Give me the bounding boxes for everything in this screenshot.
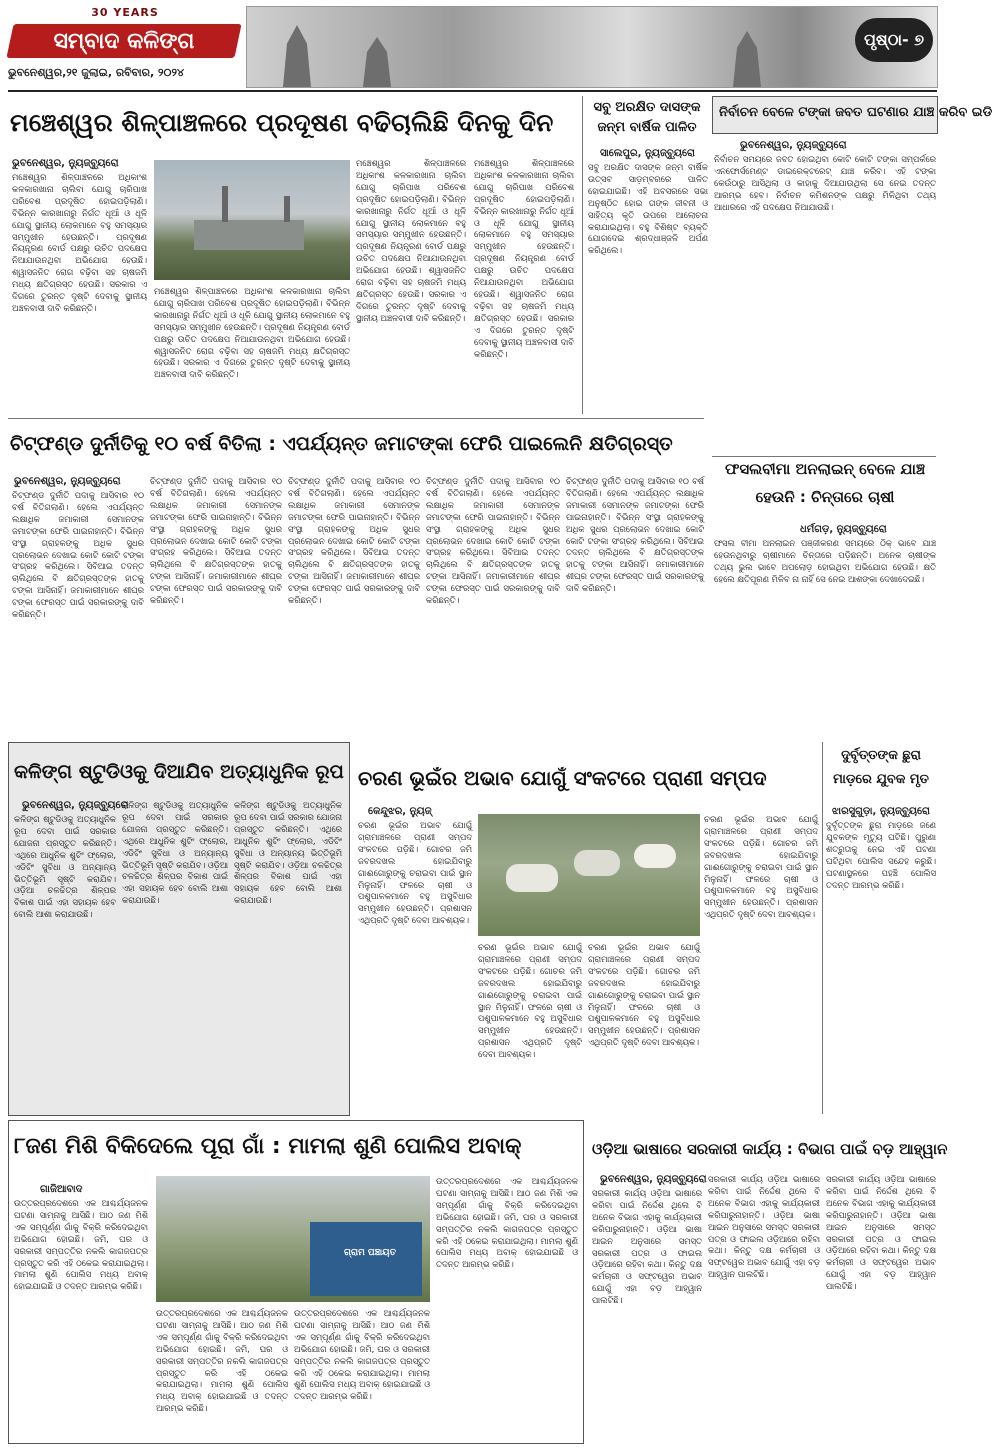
- odia-headline: ଓଡ଼ିଆ ଭାଷାରେ ସରକାରୀ କାର୍ଯ୍ୟ : ବିଭାଗ ପାଇଁ ବଡ଼ ଆହ୍ୱାନ: [592, 1140, 948, 1158]
- accident-column: ଦୁର୍ବୃତ୍ତଙ୍କ ଛୁରା ମାଡ଼ରେ ଜଣେ ଯୁବକଙ୍କ ମୃତ୍ୟୁ ଘଟିଛି। ପୁରୁଣା ଶତ୍ରୁତାକୁ ନେଇ ଏହି ଘଟଣା ଘଟିଥିବା ପୋଲିସ ସନ୍ଦେହ କରୁଛି। ଘଟଣାସ୍ଥଳରେ ପହଞ୍ଚି ପୋଲିସ ତଦନ୍ତ ଆରମ୍ଭ କରିଛି।: [826, 820, 936, 890]
- grazing-headline: ଚରଣ ଭୂଇଁର ଅଭାବ ଯୋଗୁଁ ସଂକଟରେ ପ୍ରାଣୀ ସମ୍ପଦ: [358, 766, 767, 790]
- kalinga-column-2: କଳିଙ୍ଗ ଷ୍ଟୁଡିଓକୁ ଅତ୍ୟାଧୁନିକ ରୂପ ଦେବା ପାଇଁ ସରକାର ଯୋଜନା ପ୍ରସ୍ତୁତ କରିଛନ୍ତି। ଏଥିରେ ଆଧୁନିକ ଶୁଟିଂ ଫ୍ଲୋର, ଏଡିଟିଂ ସୁବିଧା ଓ ଅନ୍ୟାନ୍ୟ ଭିତ୍ତିଭୂମି ସୃଷ୍ଟି କରାଯିବ। ଓଡ଼ିଆ ଚଳଚ୍ଚିତ୍ର ଶିଳ୍ପର ବିକାଶ ପାଇଁ ଏହା ସହାୟକ ହେବ ବୋଲି ଆଶା କରାଯାଉଛି।: [122, 800, 228, 906]
- insurance-headline-line2: ହେଉନି : ଚିନ୍ତାରେ ଚାଷୀ: [755, 488, 895, 506]
- section-divider: [8, 418, 704, 419]
- kalinga-byline: ଭୁବନେଶ୍ୱର, ନ୍ୟୁଜ୍‌ବ୍ୟୁରୋ: [22, 800, 129, 811]
- village-photo: [156, 1176, 430, 1302]
- pollution-byline: ଭୁବନେଶ୍ୱର, ନ୍ୟୁଜ୍‌ବ୍ୟୁରୋ: [12, 158, 119, 169]
- kalinga-column-1: କଳିଙ୍ଗ ଷ୍ଟୁଡିଓକୁ ଅତ୍ୟାଧୁନିକ ରୂପ ଦେବା ପାଇଁ ସରକାର ଯୋଜନା ପ୍ରସ୍ତୁତ କରିଛନ୍ତି। ଏଥିରେ ଆଧୁନିକ ଶୁଟିଂ ଫ୍ଲୋର, ଏଡିଟିଂ ସୁବିଧା ଓ ଅନ୍ୟାନ୍ୟ ଭିତ୍ତିଭୂମି ସୃଷ୍ଟି କରାଯିବ। ଓଡ଼ିଆ ଚଳଚ୍ଚିତ୍ର ଶିଳ୍ପର ବିକାଶ ପାଇଁ ଏହା ସହାୟକ ହେବ ବୋଲି ଆଶା କରାଯାଉଛି।: [14, 814, 116, 920]
- temple-icon: [727, 31, 767, 87]
- odia-byline: ଭୁବନେଶ୍ୱର, ନ୍ୟୁଜ୍‌ବ୍ୟୁରୋ: [600, 1174, 707, 1185]
- factory-photo: [154, 160, 350, 280]
- pollution-headline: ମଞ୍ଚେଶ୍ୱର ଶିଳ୍ପାଞ୍ଚଳରେ ପ୍ରଦୂଷଣ ବଢିଚାଲିଛି ଦିନକୁ ଦିନ: [10, 108, 554, 137]
- accident-headline-line1: ଦୁର୍ବୃତ୍ତଙ୍କ ଛୁରା: [841, 748, 921, 763]
- pollution-column-3: ମଞ୍ଚେଶ୍ୱର ଶିଳ୍ପାଞ୍ଚଳରେ ଅଧିକାଂଶ କଳକାରଖାନା ଚାଲିବା ଯୋଗୁ ଚାରିପାଖ ପରିବେଶ ପ୍ରଦୂଷିତ ହୋଇପଡ଼ିଲାଣି। ବିଭିନ୍ନ କାରଖାନାରୁ ନିର୍ଗତ ଧୂଆଁ ଓ ଧୂଳି ଯୋଗୁ ସ୍ଥାନୀୟ ଲୋକମାନେ ବହୁ ସମସ୍ୟାର ସମ୍ମୁଖୀନ ହେଉଛନ୍ତି। ପ୍ରଦୂଷଣ ନିୟନ୍ତ୍ରଣ ବୋର୍ଡ ପକ୍ଷରୁ ଉଚିତ ପଦକ୍ଷେପ ନିଆଯାଉନଥିବା ଅଭିଯୋଗ ହେଉଛି। ଶ୍ୱାସଜନିତ ରୋଗ ବଢ଼ିବା ସହ ଚାଷଜମି ମଧ୍ୟ କ୍ଷତିଗ୍ରସ୍ତ ହେଉଛି। ସରକାର ଏ ଦିଗରେ ତୁରନ୍ତ ଦୃଷ୍ଟି ଦେବାକୁ ସ୍ଥାନୀୟ ଅଞ୍ଚଳବାସୀ ଦାବି କରିଛନ୍ତି।: [356, 158, 466, 323]
- accident-headline-line2: ମାଡ଼ରେ ଯୁବକ ମୃତ: [833, 772, 929, 787]
- village-column-2: ଉତ୍ତରପ୍ରଦେଶରେ ଏକ ଆଶ୍ଚର୍ଯ୍ୟଜନକ ଘଟଣା ସାମ୍ନାକୁ ଆସିଛି। ଆଠ ଜଣ ମିଶି ଏକ ସମ୍ପୂର୍ଣ୍ଣ ଗାଁକୁ ବିକ୍ରି କରିଦେଇଥିବା ଅଭିଯୋଗ ହୋଇଛି। ଜମି, ଘର ଓ ସରକାରୀ ସମ୍ପତ୍ତିର ନକଲି କାଗଜପତ୍ର ପ୍ରସ୍ତୁତ କରି ଏହି ଠକେଇ କରାଯାଇଥିଲା। ମାମଲା ଶୁଣି ପୋଲିସ ମଧ୍ୟ ଅବାକ୍ ହୋଇଯାଇଛି ଓ ତଦନ୍ତ ଆରମ୍ଭ କରିଛି।: [156, 1308, 288, 1414]
- grazing-column-1: ଚରଣ ଭୂଇଁର ଅଭାବ ଯୋଗୁଁ ଗ୍ରାମାଞ୍ଚଳରେ ପ୍ରାଣୀ ସମ୍ପଦ ସଂକଟରେ ପଡ଼ିଛି। ଗୋଚର ଜମି ଜବରଦଖଲ ହୋଇଯିବାରୁ ଗାଈଗୋରୁଙ୍କୁ ଚରାଇବା ପାଇଁ ସ୍ଥାନ ମିଳୁନାହିଁ। ଫଳରେ ଚାଷୀ ଓ ପଶୁପାଳକମାନେ ବହୁ ଅସୁବିଧାର ସମ୍ମୁଖୀନ ହେଉଛନ୍ତି। ପ୍ରଶାସନ ଏଥିପ୍ରତି ଦୃଷ୍ଟି ଦେବା ଆବଶ୍ୟକ।: [358, 820, 472, 926]
- accident-byline: ଝାରସୁଗୁଡ଼ା, ନ୍ୟୁଜ୍‌ବ୍ୟୁରୋ: [832, 806, 930, 817]
- masthead-title: ସମ୍ବାଦ କଳିଙ୍ଗ: [53, 29, 195, 54]
- village-column-4: ଉତ୍ତରପ୍ରଦେଶରେ ଏକ ଆଶ୍ଚର୍ଯ୍ୟଜନକ ଘଟଣା ସାମ୍ନାକୁ ଆସିଛି। ଆଠ ଜଣ ମିଶି ଏକ ସମ୍ପୂର୍ଣ୍ଣ ଗାଁକୁ ବିକ୍ରି କରିଦେଇଥିବା ଅଭିଯୋଗ ହୋଇଛି। ଜମି, ଘର ଓ ସରକାରୀ ସମ୍ପତ୍ତିର ନକଲି କାଗଜପତ୍ର ପ୍ରସ୍ତୁତ କରି ଏହି ଠକେଇ କରାଯାଇଥିଲା। ମାମଲା ଶୁଣି ପୋଲିସ ମଧ୍ୟ ଅବାକ୍ ହୋଇଯାଇଛି ଓ ତଦନ୍ତ ଆରମ୍ଭ କରିଛି।: [436, 1176, 578, 1270]
- chitfund-column-1: ଚିଟ୍‌ଫଣ୍ଡ ଦୁର୍ନୀତି ପଦାକୁ ଆସିବାର ୧୦ ବର୍ଷ ବିତିଗଲାଣି। ହେଲେ ଏପର୍ଯ୍ୟନ୍ତ ଲକ୍ଷାଧିକ ଜମାକାରୀ ସେମାନଙ୍କ ଜମାଟଙ୍କା ଫେରି ପାଇନାହାନ୍ତି। ବିଭିନ୍ନ ସଂସ୍ଥା ଗ୍ରାହକଙ୍କୁ ଅଧିକ ସୁଧର ପ୍ରଲୋଭନ ଦେଖାଇ କୋଟି କୋଟି ଟଙ୍କା ସଂଗ୍ରହ କରିଥିଲେ। ସିବିଆଇ ତଦନ୍ତ ଚାଲିଥିଲେ ବି କ୍ଷତିଗ୍ରସ୍ତଙ୍କ ହାତକୁ ଟଙ୍କା ଆସିନାହିଁ। ଜମାକାରୀମାନେ ଶୀଘ୍ର ଟଙ୍କା ଫେରସ୍ତ ପାଇଁ ସରକାରଙ୍କୁ ଦାବି କରିଛନ୍ତି।: [12, 490, 144, 620]
- sabu-column: ସବୁ ଅରକ୍ଷିତ ଦାସଙ୍କ ଜନ୍ମ ବାର୍ଷିକ ଉତ୍ସବ ସାଡ଼ମ୍ବରରେ ପାଳିତ ହୋଇଯାଇଛି। ଏହି ଅବସରରେ ସଭା ଅନୁଷ୍ଠିତ ହୋଇ ତାଙ୍କ ଜୀବନୀ ଓ ସାହିତ୍ୟ କୃତି ଉପରେ ଆଲୋଚନା କରାଯାଇଥିଲା। ବହୁ ବିଶିଷ୍ଟ ବ୍ୟକ୍ତି ଯୋଗଦେଇ ଶ୍ରଦ୍ଧାଞ୍ଜଳି ଅର୍ପଣ କରିଥିଲେ।: [588, 162, 708, 256]
- chitfund-column-2: ଚିଟ୍‌ଫଣ୍ଡ ଦୁର୍ନୀତି ପଦାକୁ ଆସିବାର ୧୦ ବର୍ଷ ବିତିଗଲାଣି। ହେଲେ ଏପର୍ଯ୍ୟନ୍ତ ଲକ୍ଷାଧିକ ଜମାକାରୀ ସେମାନଙ୍କ ଜମାଟଙ୍କା ଫେରି ପାଇନାହାନ୍ତି। ବିଭିନ୍ନ ସଂସ୍ଥା ଗ୍ରାହକଙ୍କୁ ଅଧିକ ସୁଧର ପ୍ରଲୋଭନ ଦେଖାଇ କୋଟି କୋଟି ଟଙ୍କା ସଂଗ୍ରହ କରିଥିଲେ। ସିବିଆଇ ତଦନ୍ତ ଚାଲିଥିଲେ ବି କ୍ଷତିଗ୍ରସ୍ତଙ୍କ ହାତକୁ ଟଙ୍କା ଆସିନାହିଁ। ଜମାକାରୀମାନେ ଶୀଘ୍ର ଟଙ୍କା ଫେରସ୍ତ ପାଇଁ ସରକାରଙ୍କୁ ଦାବି କରିଛନ୍ତି।: [150, 476, 282, 606]
- cattle-photo: [478, 814, 700, 936]
- chitfund-column-3: ଚିଟ୍‌ଫଣ୍ଡ ଦୁର୍ନୀତି ପଦାକୁ ଆସିବାର ୧୦ ବର୍ଷ ବିତିଗଲାଣି। ହେଲେ ଏପର୍ଯ୍ୟନ୍ତ ଲକ୍ଷାଧିକ ଜମାକାରୀ ସେମାନଙ୍କ ଜମାଟଙ୍କା ଫେରି ପାଇନାହାନ୍ତି। ବିଭିନ୍ନ ସଂସ୍ଥା ଗ୍ରାହକଙ୍କୁ ଅଧିକ ସୁଧର ପ୍ରଲୋଭନ ଦେଖାଇ କୋଟି କୋଟି ଟଙ୍କା ସଂଗ୍ରହ କରିଥିଲେ। ସିବିଆଇ ତଦନ୍ତ ଚାଲିଥିଲେ ବି କ୍ଷତିଗ୍ରସ୍ତଙ୍କ ହାତକୁ ଟଙ୍କା ଆସିନାହିଁ। ଜମାକାରୀମାନେ ଶୀଘ୍ର ଟଙ୍କା ଫେରସ୍ତ ପାଇଁ ସରକାରଙ୍କୁ ଦାବି କରିଛନ୍ତି।: [288, 476, 420, 606]
- grazing-column-3: ଚରଣ ଭୂଇଁର ଅଭାବ ଯୋଗୁଁ ଗ୍ରାମାଞ୍ଚଳରେ ପ୍ରାଣୀ ସମ୍ପଦ ସଂକଟରେ ପଡ଼ିଛି। ଗୋଚର ଜମି ଜବରଦଖଲ ହୋଇଯିବାରୁ ଗାଈଗୋରୁଙ୍କୁ ଚରାଇବା ପାଇଁ ସ୍ଥାନ ମିଳୁନାହିଁ। ଫଳରେ ଚାଷୀ ଓ ପଶୁପାଳକମାନେ ବହୁ ଅସୁବିଧାର ସମ୍ମୁଖୀନ ହେଉଛନ୍ତି। ପ୍ରଶାସନ ଏଥିପ୍ରତି ଦୃଷ୍ଟି ଦେବା ଆବଶ୍ୟକ।: [588, 942, 700, 1048]
- insurance-headline-line1: ଫସଲବୀମା ଅନଲାଇନ୍ ବେଳେ ଯାଞ୍ଚ: [724, 460, 926, 478]
- chitfund-column-4: ଚିଟ୍‌ଫଣ୍ଡ ଦୁର୍ନୀତି ପଦାକୁ ଆସିବାର ୧୦ ବର୍ଷ ବିତିଗଲାଣି। ହେଲେ ଏପର୍ଯ୍ୟନ୍ତ ଲକ୍ଷାଧିକ ଜମାକାରୀ ସେମାନଙ୍କ ଜମାଟଙ୍କା ଫେରି ପାଇନାହାନ୍ତି। ବିଭିନ୍ନ ସଂସ୍ଥା ଗ୍ରାହକଙ୍କୁ ଅଧିକ ସୁଧର ପ୍ରଲୋଭନ ଦେଖାଇ କୋଟି କୋଟି ଟଙ୍କା ସଂଗ୍ରହ କରିଥିଲେ। ସିବିଆଇ ତଦନ୍ତ ଚାଲିଥିଲେ ବି କ୍ଷତିଗ୍ରସ୍ତଙ୍କ ହାତକୁ ଟଙ୍କା ଆସିନାହିଁ। ଜମାକାରୀମାନେ ଶୀଘ୍ର ଟଙ୍କା ଫେରସ୍ତ ପାଇଁ ସରକାରଙ୍କୁ ଦାବି କରିଛନ୍ତି।: [426, 476, 560, 606]
- column-divider: [822, 742, 823, 1114]
- chitfund-byline: ଭୁବନେଶ୍ୱର, ନ୍ୟୁଜ୍‌ବ୍ୟୁରୋ: [14, 476, 121, 487]
- page-number-badge: ପୃଷ୍ଠା- ୭: [855, 18, 933, 62]
- masthead-dateline: ଭୁବନେଶ୍ୱର,୨୧ ଜୁଲାଇ, ରବିବାର, ୨୦୨୪: [8, 66, 184, 79]
- pollution-column-4: ମଞ୍ଚେଶ୍ୱର ଶିଳ୍ପାଞ୍ଚଳରେ ଅଧିକାଂଶ କଳକାରଖାନା ଚାଲିବା ଯୋଗୁ ଚାରିପାଖ ପରିବେଶ ପ୍ରଦୂଷିତ ହୋଇପଡ଼ିଲାଣି। ବିଭିନ୍ନ କାରଖାନାରୁ ନିର୍ଗତ ଧୂଆଁ ଓ ଧୂଳି ଯୋଗୁ ସ୍ଥାନୀୟ ଲୋକମାନେ ବହୁ ସମସ୍ୟାର ସମ୍ମୁଖୀନ ହେଉଛନ୍ତି। ପ୍ରଦୂଷଣ ନିୟନ୍ତ୍ରଣ ବୋର୍ଡ ପକ୍ଷରୁ ଉଚିତ ପଦକ୍ଷେପ ନିଆଯାଉନଥିବା ଅଭିଯୋଗ ହେଉଛି। ଶ୍ୱାସଜନିତ ରୋଗ ବଢ଼ିବା ସହ ଚାଷଜମି ମଧ୍ୟ କ୍ଷତିଗ୍ରସ୍ତ ହେଉଛି। ସରକାର ଏ ଦିଗରେ ତୁରନ୍ତ ଦୃଷ୍ଟି ଦେବାକୁ ସ୍ଥାନୀୟ ଅଞ୍ଚଳବାସୀ ଦାବି କରିଛନ୍ତି।: [474, 158, 574, 359]
- masthead-years: 30 YEARS: [91, 6, 159, 19]
- masthead-divider: [8, 90, 937, 92]
- grazing-column-4: ଚରଣ ଭୂଇଁର ଅଭାବ ଯୋଗୁଁ ଗ୍ରାମାଞ୍ଚଳରେ ପ୍ରାଣୀ ସମ୍ପଦ ସଂକଟରେ ପଡ଼ିଛି। ଗୋଚର ଜମି ଜବରଦଖଲ ହୋଇଯିବାରୁ ଗାଈଗୋରୁଙ୍କୁ ଚରାଇବା ପାଇଁ ସ୍ଥାନ ମିଳୁନାହିଁ। ଫଳରେ ଚାଷୀ ଓ ପଶୁପାଳକମାନେ ବହୁ ଅସୁବିଧାର ସମ୍ମୁଖୀନ ହେଉଛନ୍ତି। ପ୍ରଶାସନ ଏଥିପ୍ରତି ଦୃଷ୍ଟି ଦେବା ଆବଶ୍ୟକ।: [704, 814, 818, 920]
- chitfund-column-5: ଚିଟ୍‌ଫଣ୍ଡ ଦୁର୍ନୀତି ପଦାକୁ ଆସିବାର ୧୦ ବର୍ଷ ବିତିଗଲାଣି। ହେଲେ ଏପର୍ଯ୍ୟନ୍ତ ଲକ୍ଷାଧିକ ଜମାକାରୀ ସେମାନଙ୍କ ଜମାଟଙ୍କା ଫେରି ପାଇନାହାନ୍ତି। ବିଭିନ୍ନ ସଂସ୍ଥା ଗ୍ରାହକଙ୍କୁ ଅଧିକ ସୁଧର ପ୍ରଲୋଭନ ଦେଖାଇ କୋଟି କୋଟି ଟଙ୍କା ସଂଗ୍ରହ କରିଥିଲେ। ସିବିଆଇ ତଦନ୍ତ ଚାଲିଥିଲେ ବି କ୍ଷତିଗ୍ରସ୍ତଙ୍କ ହାତକୁ ଟଙ୍କା ଆସିନାହିଁ। ଜମାକାରୀମାନେ ଶୀଘ୍ର ଟଙ୍କା ଫେରସ୍ତ ପାଇଁ ସରକାରଙ୍କୁ ଦାବି କରିଛନ୍ତି।: [566, 476, 704, 594]
- grazing-byline: କେନ୍ଦୁଝର, ନ୍ୟୁଜ୍: [368, 806, 432, 817]
- village-column-3: ଉତ୍ତରପ୍ରଦେଶରେ ଏକ ଆଶ୍ଚର୍ଯ୍ୟଜନକ ଘଟଣା ସାମ୍ନାକୁ ଆସିଛି। ଆଠ ଜଣ ମିଶି ଏକ ସମ୍ପୂର୍ଣ୍ଣ ଗାଁକୁ ବିକ୍ରି କରିଦେଇଥିବା ଅଭିଯୋଗ ହୋଇଛି। ଜମି, ଘର ଓ ସରକାରୀ ସମ୍ପତ୍ତିର ନକଲି କାଗଜପତ୍ର ପ୍ରସ୍ତୁତ କରି ଏହି ଠକେଇ କରାଯାଇଥିଲା। ମାମଲା ଶୁଣି ପୋଲିସ ମଧ୍ୟ ଅବାକ୍ ହୋଇଯାଇଛି ଓ ତଦନ୍ତ ଆରମ୍ଭ କରିଛି।: [294, 1308, 430, 1402]
- sabu-byline: ସାଲେପୁର, ନ୍ୟୁଜ୍‌ବ୍ୟୁରୋ: [600, 148, 695, 159]
- village-column-1: ଉତ୍ତରପ୍ରଦେଶରେ ଏକ ଆଶ୍ଚର୍ଯ୍ୟଜନକ ଘଟଣା ସାମ୍ନାକୁ ଆସିଛି। ଆଠ ଜଣ ମିଶି ଏକ ସମ୍ପୂର୍ଣ୍ଣ ଗାଁକୁ ବିକ୍ରି କରିଦେଇଥିବା ଅଭିଯୋଗ ହୋଇଛି। ଜମି, ଘର ଓ ସରକାରୀ ସମ୍ପତ୍ତିର ନକଲି କାଗଜପତ୍ର ପ୍ରସ୍ତୁତ କରି ଏହି ଠକେଇ କରାଯାଇଥିଲା। ମାମଲା ଶୁଣି ପୋଲିସ ମଧ୍ୟ ଅବାକ୍ ହୋଇଯାଇଛି ଓ ତଦନ୍ତ ଆରମ୍ଭ କରିଛି।: [14, 1198, 148, 1292]
- village-sign-text: ଗ୍ରାମ ପଞ୍ଚାୟତ: [344, 1248, 396, 1258]
- temple-icon: [357, 37, 397, 87]
- odia-column-3: ସରକାରୀ କାର୍ଯ୍ୟ ଓଡ଼ିଆ ଭାଷାରେ କରିବା ପାଇଁ ନିର୍ଦ୍ଦେଶ ଥିଲେ ବି ଅନେକ ବିଭାଗ ଏହାକୁ କାର୍ଯ୍ୟକାରୀ କରିପାରୁନାହାନ୍ତି। ଓଡ଼ିଆ ଭାଷା ଆଇନ ଅନୁସାରେ ସମସ୍ତ ସରକାରୀ ପତ୍ର ଓ ଫାଇଲ ଓଡ଼ିଆରେ ରହିବା କଥା। କିନ୍ତୁ ଦକ୍ଷ କର୍ମଚାରୀ ଓ ସଫ୍ଟୱେର ଅଭାବ ଯୋଗୁଁ ଏହା ବଡ଼ ଆହ୍ୱାନ ପାଲଟିଛି।: [826, 1174, 936, 1292]
- grazing-column-2: ଚରଣ ଭୂଇଁର ଅଭାବ ଯୋଗୁଁ ଗ୍ରାମାଞ୍ଚଳରେ ପ୍ରାଣୀ ସମ୍ପଦ ସଂକଟରେ ପଡ଼ିଛି। ଗୋଚର ଜମି ଜବରଦଖଲ ହୋଇଯିବାରୁ ଗାଈଗୋରୁଙ୍କୁ ଚରାଇବା ପାଇଁ ସ୍ଥାନ ମିଳୁନାହିଁ। ଫଳରେ ଚାଷୀ ଓ ପଶୁପାଳକମାନେ ବହୁ ଅସୁବିଧାର ସମ୍ମୁଖୀନ ହେଉଛନ୍ତି। ପ୍ରଶାସନ ଏଥିପ୍ରତି ଦୃଷ୍ଟି ଦେବା ଆବଶ୍ୟକ।: [478, 942, 582, 1060]
- kalinga-column-3: କଳିଙ୍ଗ ଷ୍ଟୁଡିଓକୁ ଅତ୍ୟାଧୁନିକ ରୂପ ଦେବା ପାଇଁ ସରକାର ଯୋଜନା ପ୍ରସ୍ତୁତ କରିଛନ୍ତି। ଏଥିରେ ଆଧୁନିକ ଶୁଟିଂ ଫ୍ଲୋର, ଏଡିଟିଂ ସୁବିଧା ଓ ଅନ୍ୟାନ୍ୟ ଭିତ୍ତିଭୂମି ସୃଷ୍ଟି କରାଯିବ। ଓଡ଼ିଆ ଚଳଚ୍ଚିତ୍ର ଶିଳ୍ପର ବିକାଶ ପାଇଁ ଏହା ସହାୟକ ହେବ ବୋଲି ଆଶା କରାଯାଉଛି।: [234, 800, 342, 906]
- insurance-column: ଫସଲ ବୀମା ଅନଲାଇନ ପଞ୍ଜୀକରଣ ସମୟରେ ଠିକ୍ ଭାବେ ଯାଞ୍ଚ ହେଉନଥିବାରୁ ଚାଷୀମାନେ ଚିନ୍ତାରେ ପଡ଼ିଛନ୍ତି। ଅନେକ ଚାଷୀଙ୍କ ତଥ୍ୟ ଭୁଲ ଭାବେ ଅପଲୋଡ଼ ହୋଇଥିବା ଅଭିଯୋଗ ହେଉଛି। କ୍ଷତି ହେଲେ କ୍ଷତିପୂରଣ ମିଳିବ ନା ନାହିଁ ସେ ନେଇ ଆଶଙ୍କା ଦେଖାଦେଇଛି।: [714, 538, 936, 584]
- kalinga-headline: କଳିଙ୍ଗ ଷ୍ଟୁଡିଓକୁ ଦିଆଯିବ ଅତ୍ୟାଧୁନିକ ରୂପ: [14, 761, 344, 783]
- election-headline-box: [712, 96, 992, 134]
- column-divider: [582, 96, 583, 414]
- temple-icon: [277, 25, 317, 87]
- village-byline: ଗାଜିଆବାଦ: [40, 1184, 83, 1195]
- odia-column-1: ସରକାରୀ କାର୍ଯ୍ୟ ଓଡ଼ିଆ ଭାଷାରେ କରିବା ପାଇଁ ନିର୍ଦ୍ଦେଶ ଥିଲେ ବି ଅନେକ ବିଭାଗ ଏହାକୁ କାର୍ଯ୍ୟକାରୀ କରିପାରୁନାହାନ୍ତି। ଓଡ଼ିଆ ଭାଷା ଆଇନ ଅନୁସାରେ ସମସ୍ତ ସରକାରୀ ପତ୍ର ଓ ଫାଇଲ ଓଡ଼ିଆରେ ରହିବା କଥା। କିନ୍ତୁ ଦକ୍ଷ କର୍ମଚାରୀ ଓ ସଫ୍ଟୱେର ଅଭାବ ଯୋଗୁଁ ଏହା ବଡ଼ ଆହ୍ୱାନ ପାଲଟିଛି।: [592, 1188, 702, 1306]
- insurance-byline: ଧର୍ମଗଡ଼, ନ୍ୟୁଜ୍‌ବ୍ୟୁରୋ: [800, 524, 887, 535]
- masthead-banner-image: [246, 6, 938, 88]
- election-byline: ଭୁବନେଶ୍ୱର, ନ୍ୟୁଜ୍‌ବ୍ୟୁରୋ: [740, 140, 847, 151]
- odia-column-2: ସରକାରୀ କାର୍ଯ୍ୟ ଓଡ଼ିଆ ଭାଷାରେ କରିବା ପାଇଁ ନିର୍ଦ୍ଦେଶ ଥିଲେ ବି ଅନେକ ବିଭାଗ ଏହାକୁ କାର୍ଯ୍ୟକାରୀ କରିପାରୁନାହାନ୍ତି। ଓଡ଼ିଆ ଭାଷା ଆଇନ ଅନୁସାରେ ସମସ୍ତ ସରକାରୀ ପତ୍ର ଓ ଫାଇଲ ଓଡ଼ିଆରେ ରହିବା କଥା। କିନ୍ତୁ ଦକ୍ଷ କର୍ମଚାରୀ ଓ ସଫ୍ଟୱେର ଅଭାବ ଯୋଗୁଁ ଏହା ବଡ଼ ଆହ୍ୱାନ ପାଲଟିଛି।: [708, 1174, 820, 1280]
- sabu-headline: ସବୁ ଅରକ୍ଷିତ ଦାସଙ୍କ ଜନ୍ମ ବାର୍ଷିକ ପାଳିତ: [593, 100, 701, 135]
- pollution-column-1: ମଞ୍ଚେଶ୍ୱର ଶିଳ୍ପାଞ୍ଚଳରେ ଅଧିକାଂଶ କଳକାରଖାନା ଚାଲିବା ଯୋଗୁ ଚାରିପାଖ ପରିବେଶ ପ୍ରଦୂଷିତ ହୋଇପଡ଼ିଲାଣି। ବିଭିନ୍ନ କାରଖାନାରୁ ନିର୍ଗତ ଧୂଆଁ ଓ ଧୂଳି ଯୋଗୁ ସ୍ଥାନୀୟ ଲୋକମାନେ ବହୁ ସମସ୍ୟାର ସମ୍ମୁଖୀନ ହେଉଛନ୍ତି। ପ୍ରଦୂଷଣ ନିୟନ୍ତ୍ରଣ ବୋର୍ଡ ପକ୍ଷରୁ ଉଚିତ ପଦକ୍ଷେପ ନିଆଯାଉନଥିବା ଅଭିଯୋଗ ହେଉଛି। ଶ୍ୱାସଜନିତ ରୋଗ ବଢ଼ିବା ସହ ଚାଷଜମି ମଧ୍ୟ କ୍ଷତିଗ୍ରସ୍ତ ହେଉଛି। ସରକାର ଏ ଦିଗରେ ତୁରନ୍ତ ଦୃଷ୍ଟି ଦେବାକୁ ସ୍ଥାନୀୟ ଅଞ୍ଚଳବାସୀ ଦାବି କରିଛନ୍ତି।: [12, 172, 147, 313]
- village-headline: ୮ଜଣ ମିଶି ବିକିଦେଲେ ପୂରା ଗାଁ : ମାମଲା ଶୁଣି ପୋଲିସ ଅବାକ୍: [14, 1134, 522, 1159]
- section-divider: [712, 456, 936, 457]
- election-column: ନିର୍ବାଚନ ସମୟରେ ଜବତ ହୋଇଥିବା କୋଟି କୋଟି ଟଙ୍କା ସମ୍ପର୍କରେ ଏନଫୋର୍ସମେଣ୍ଟ ଡାଇରେକ୍ଟରେଟ୍ ଯାଞ୍ଚ କରିବ। ଏହି ଟଙ୍କା କେଉଁଠାରୁ ଆସିଥିଲା ଓ କାହାକୁ ଦିଆଯାଉଥିଲା ସେ ନେଇ ତଦନ୍ତ ଆରମ୍ଭ ହେବ। ନିର୍ବାଚନ କମିଶନଙ୍କ ପକ୍ଷରୁ ମିଳିଥିବା ତଥ୍ୟ ଆଧାରରେ ଏହି ପଦକ୍ଷେପ ନିଆଯାଉଛି।: [714, 154, 936, 212]
- pollution-column-2: ମଞ୍ଚେଶ୍ୱର ଶିଳ୍ପାଞ୍ଚଳରେ ଅଧିକାଂଶ କଳକାରଖାନା ଚାଲିବା ଯୋଗୁ ଚାରିପାଖ ପରିବେଶ ପ୍ରଦୂଷିତ ହୋଇପଡ଼ିଲାଣି। ବିଭିନ୍ନ କାରଖାନାରୁ ନିର୍ଗତ ଧୂଆଁ ଓ ଧୂଳି ଯୋଗୁ ସ୍ଥାନୀୟ ଲୋକମାନେ ବହୁ ସମସ୍ୟାର ସମ୍ମୁଖୀନ ହେଉଛନ୍ତି। ପ୍ରଦୂଷଣ ନିୟନ୍ତ୍ରଣ ବୋର୍ଡ ପକ୍ଷରୁ ଉଚିତ ପଦକ୍ଷେପ ନିଆଯାଉନଥିବା ଅଭିଯୋଗ ହେଉଛି। ଶ୍ୱାସଜନିତ ରୋଗ ବଢ଼ିବା ସହ ଚାଷଜମି ମଧ୍ୟ କ୍ଷତିଗ୍ରସ୍ତ ହେଉଛି। ସରକାର ଏ ଦିଗରେ ତୁରନ୍ତ ଦୃଷ୍ଟି ଦେବାକୁ ସ୍ଥାନୀୟ ଅଞ୍ଚଳବାସୀ ଦାବି କରିଛନ୍ତି।: [154, 286, 350, 380]
- election-headline: ନିର୍ବାଚନ ବେଳେ ଟଙ୍କା ଜବତ ଘଟଣାର ଯାଞ୍ଚ କରିବ ଇଡି: [719, 105, 992, 120]
- chitfund-headline: ଚିଟ୍‌ଫଣ୍ଡ ଦୁର୍ନୀତିକୁ ୧୦ ବର୍ଷ ବିତିଲା : ଏପର୍ଯ୍ୟନ୍ତ ଜମାଟଙ୍କା ଫେରି ପାଇଲେନି କ୍ଷତିଗ୍ରସ୍ତ: [10, 433, 673, 455]
